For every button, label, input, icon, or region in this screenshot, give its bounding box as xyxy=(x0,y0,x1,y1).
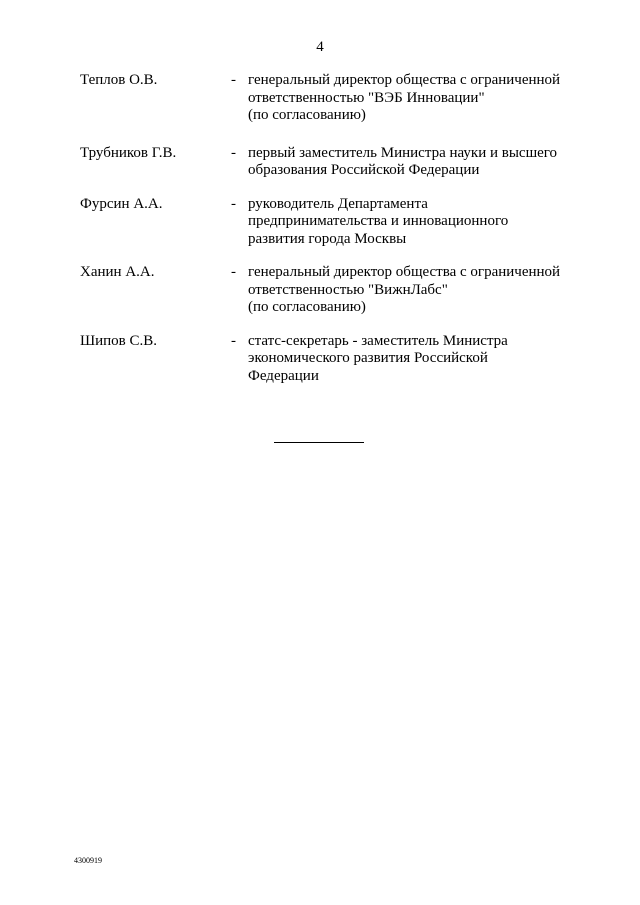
member-name: Фурсин А.А. xyxy=(80,195,163,212)
end-divider xyxy=(274,442,364,443)
member-name: Трубников Г.В. xyxy=(80,144,177,161)
member-dash: - xyxy=(231,332,236,349)
member-role: генеральный директор общества с ограниченной ответственностью "ВижнЛабс" (по согласованию) xyxy=(248,264,561,315)
member-name: Шипов С.В. xyxy=(80,332,158,349)
member-dash: - xyxy=(231,144,236,161)
document-code: 4300919 xyxy=(74,856,102,865)
member-dash: - xyxy=(231,264,236,280)
member-entry xyxy=(80,145,600,180)
member-name: Теплов О.В. xyxy=(80,72,158,88)
member-role: первый заместитель Министра науки и высшего образования Российской Федерации xyxy=(248,144,558,178)
page-number: 4 xyxy=(316,39,324,55)
member-entry xyxy=(80,196,600,249)
member-role: генеральный директор общества с ограниченной ответственностью "ВЭБ Инновации" (по согласованию) xyxy=(248,72,561,123)
member-role: руководитель Департамента предпринимательства и инновационного развития города Москвы xyxy=(248,195,509,247)
member-role: статс-секретарь - заместитель Министра экономического развития Российской Федерации xyxy=(248,332,508,384)
member-dash: - xyxy=(231,195,236,212)
member-dash: - xyxy=(231,72,236,88)
member-entry xyxy=(80,72,600,125)
member-entry xyxy=(80,264,600,317)
member-list xyxy=(80,72,600,385)
member-entry xyxy=(80,333,600,386)
member-name: Ханин А.А. xyxy=(80,264,155,280)
